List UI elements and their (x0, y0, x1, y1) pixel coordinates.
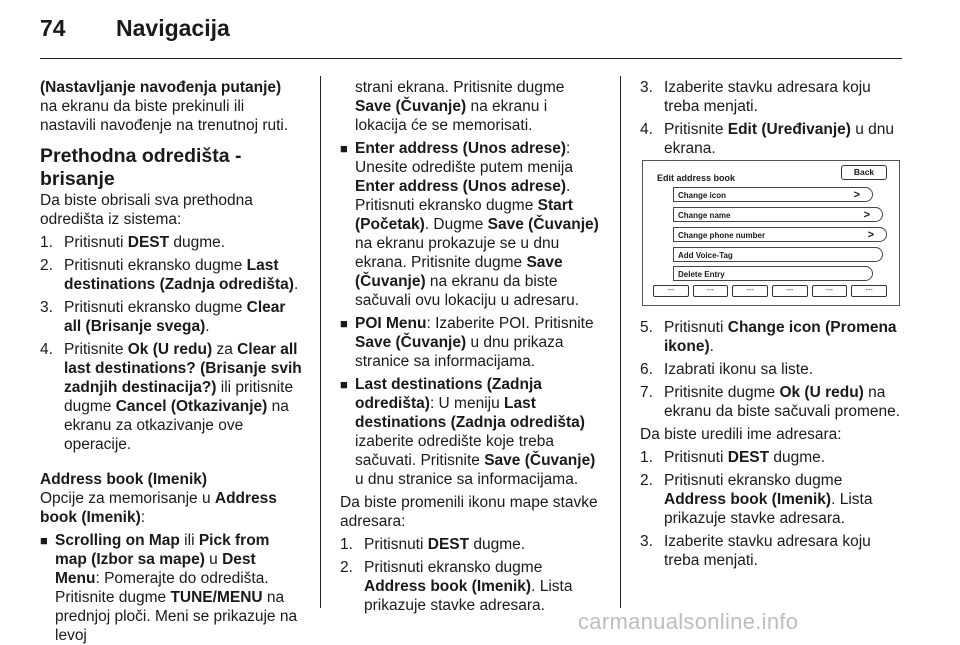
name-edit-description: Da biste uredili ime adresara: (640, 426, 842, 443)
icon-change-description: Da biste promenili ikonu mape stavke adresara: (340, 494, 598, 530)
step-item: 5. Pritisnuti Change icon (Promena ikone). (640, 319, 897, 355)
section-title: Navigacija (116, 15, 230, 41)
softkey[interactable]: --- (732, 285, 768, 297)
softkey[interactable]: --- (653, 285, 689, 297)
screen-title: Edit address book (657, 173, 736, 183)
intro-paragraph: (Nastavljanje navođenja putanje) na ekranu da biste prekinuli ili nastavili navođenje na trenutnoj ruti. (40, 79, 289, 134)
chevron-right-icon: > (853, 189, 860, 201)
step-item: 2. Pritisnuti ekransko dugme Address book (Imenik). Lista prikazuje stavke adresara. (640, 472, 873, 527)
softkey[interactable]: --- (772, 285, 808, 297)
softkey[interactable]: --- (851, 285, 887, 297)
menu-row-change-name[interactable]: Change name > (673, 207, 883, 222)
step-item: 4. Pritisnite Ok (U redu) za Clear all last destinations? (Brisanje svih zadnjih destinacija?) ili pritisnite dugme Cancel (Otkazivanje) na ekranu za otkazivanje ove operacije. (40, 341, 302, 453)
step-item: 2. Pritisnuti ekransko dugme Address book (Imenik). Lista prikazuje stavke adresara. (340, 559, 573, 614)
page-number: 74 (40, 15, 66, 41)
section-description: Da biste obrisali sva prethodna odredišta iz sistema: (40, 192, 253, 228)
address-book-description: Opcije za memorisanje u Address book (Imenik): (40, 490, 277, 526)
step-item: 2. Pritisnuti ekransko dugme Last destinations (Zadnja odredišta). (40, 257, 299, 293)
step-item: 1. Pritisnuti DEST dugme. (40, 234, 226, 251)
softkey[interactable]: --- (693, 285, 729, 297)
step-item: 6. Izabrati ikonu sa liste. (640, 361, 814, 378)
bullet-item: ■ Last destinations (Zadnja odredišta): U meniju Last destinations (Zadnja odredišta) izaberite odredište koje treba sačuvati. Pritisnite Save (Čuvanje) u dnu stranice sa informacijama. (340, 376, 596, 488)
column-3 (640, 78, 902, 158)
column-1 (40, 78, 302, 645)
step-item: 3. Izaberite stavku adresara koju treba menjati. (640, 79, 871, 115)
address-book-heading: Address book (Imenik) (40, 471, 208, 488)
step-item: 3. Izaberite stavku adresara koju treba menjati. (640, 533, 871, 569)
section-heading: Prethodna odredišta - brisanje (40, 145, 242, 190)
header-rule (40, 58, 902, 59)
column-divider (620, 76, 621, 608)
step-item: 1. Pritisnuti DEST dugme. (640, 449, 826, 466)
column-3-lower (640, 318, 902, 570)
bullet-item: ■ Scrolling on Map ili Pick from map (Izbor sa mape) u Dest Menu: Pomerajte do odredišta. Pritisnite dugme TUNE/MENU na prednjoj ploči. Meni se prikazuje na levoj (40, 532, 298, 644)
step-item: 4. Pritisnite Edit (Uređivanje) u dnu ekrana. (640, 121, 895, 157)
chevron-right-icon: > (863, 209, 870, 221)
menu-row-change-icon[interactable]: Change icon > (673, 187, 873, 202)
continued-paragraph: strani ekrana. Pritisnite dugme Save (Čuvanje) na ekranu i lokacija će se memorisati. (355, 79, 565, 134)
menu-row-change-phone[interactable]: Change phone number > (673, 227, 887, 242)
page-header (40, 14, 230, 42)
step-item: 7. Pritisnite dugme Ok (U redu) na ekranu da biste sačuvali promene. (640, 384, 901, 420)
softkey-bar (653, 285, 887, 297)
column-2 (340, 78, 602, 615)
menu-row-add-voice-tag[interactable]: Add Voice-Tag (673, 247, 883, 262)
watermark: carmanualsonline.info (578, 609, 799, 634)
column-divider (320, 76, 321, 608)
back-button[interactable]: Back (841, 165, 887, 180)
chevron-right-icon: > (867, 229, 874, 241)
step-item: 1. Pritisnuti DEST dugme. (340, 536, 526, 553)
menu-row-delete-entry[interactable]: Delete Entry (673, 266, 873, 281)
step-item: 3. Pritisnuti ekransko dugme Clear all (Brisanje svega). (40, 299, 286, 335)
bullet-item: ■ Enter address (Unos adrese): Unesite odredište putem menija Enter address (Unos adrese). Pritisnuti ekransko dugme Start (Početak). Dugme Save (Čuvanje) na ekranu prokazuje se u dnu ekrana. Pritisnite dugme Save (Čuvanje) na ekranu da biste sačuvali ovu lokaciju u adresaru. (340, 140, 599, 309)
bullet-item: ■ POI Menu: Izaberite POI. Pritisnite Save (Čuvanje) u dnu prikaza stranice sa informacijama. (340, 315, 594, 370)
edit-address-book-screenshot (642, 160, 900, 306)
softkey[interactable]: --- (812, 285, 848, 297)
